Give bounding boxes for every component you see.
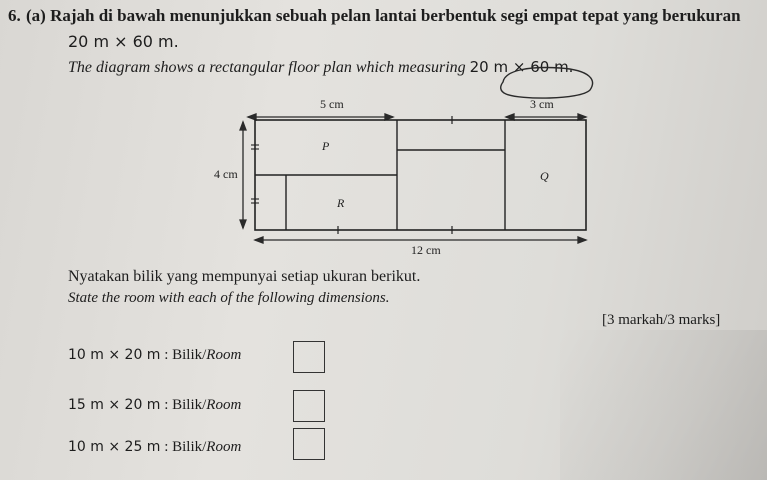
label-5cm: 5 cm <box>320 97 344 111</box>
answer-dimension: 10 m × 20 m <box>68 347 161 363</box>
answer-row-3 <box>68 439 241 456</box>
answer-row-1 <box>68 347 241 364</box>
marks-label: [3 markah/3 marks] <box>602 312 721 328</box>
question-malay-text: Rajah di bawah menunjukkan sebuah pelan lantai berbentuk segi empat tepat yang berukuran <box>50 6 741 25</box>
malay-dimensions: 20 m × 60 m. <box>68 32 179 51</box>
answer-box-3[interactable] <box>293 428 325 460</box>
label-12cm: 12 cm <box>411 243 441 257</box>
room-r-label: R <box>337 196 345 210</box>
label-3cm: 3 cm <box>530 97 554 111</box>
question-number: 6. <box>8 6 21 25</box>
answer-row-2 <box>68 397 241 414</box>
answer-label: : Bilik/Room <box>164 439 242 455</box>
english-dimensions: 20 m × 60 m. <box>469 58 574 76</box>
instruction-english: State the room with each of the following dimensions. <box>68 290 390 306</box>
hand-drawn-circle <box>501 68 593 99</box>
answer-label: : Bilik/Room <box>164 347 242 363</box>
instruction-malay: Nyatakan bilik yang mempunyai setiap ukuran berikut. <box>68 268 421 285</box>
page-shadow <box>560 330 767 480</box>
answer-box-2[interactable] <box>293 390 325 422</box>
label-4cm: 4 cm <box>214 167 238 181</box>
answer-label: : Bilik/Room <box>164 397 242 413</box>
question-part: (a) <box>26 6 46 25</box>
question-english-text: The diagram shows a rectangular floor plan which measuring <box>68 59 466 76</box>
dimension-arrow-5cm <box>248 114 393 120</box>
room-p-label: P <box>322 139 330 153</box>
dimension-arrow-3cm <box>506 114 586 120</box>
room-q-label: Q <box>540 169 549 183</box>
answer-dimension: 10 m × 25 m <box>68 439 161 455</box>
answer-dimension: 15 m × 20 m <box>68 397 161 413</box>
dimension-arrow-4cm <box>240 122 246 228</box>
answer-box-1[interactable] <box>293 341 325 373</box>
